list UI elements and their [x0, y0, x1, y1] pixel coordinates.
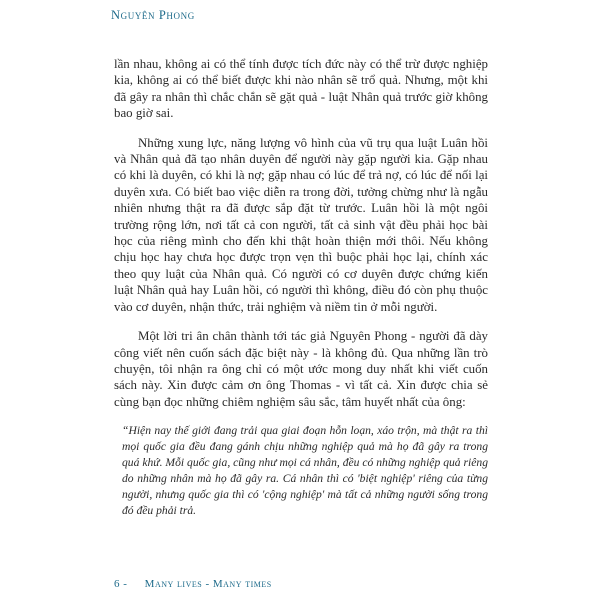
page-body — [114, 56, 488, 519]
block-quote: “Hiện nay thế giới đang trải qua giai đoạn hỗn loạn, xáo trộn, mà thật ra thì mọi quốc gia đều đang gánh chịu những nghiệp quả mà họ đã gây ra trong quá khứ. Mỗi quốc gia, cũng như mọi cá nhân, đều có những nghiệp quả riêng do những nhân mà họ đã gây ra. Cá nhân thì có 'biệt nghiệp' riêng của từng người, nhưng quốc gia thì có 'cộng nghiệp' mà tất cả những người sống trong đó đều phải trả. — [122, 424, 488, 518]
running-header-author: Nguyên Phong — [111, 8, 195, 22]
footer-separator: - — [123, 578, 128, 590]
running-footer-book-title: Many lives - Many times — [144, 578, 272, 590]
paragraph-gratitude: Một lời tri ân chân thành tới tác giả Nguyên Phong - người đã dày công viết nên cuốn sách đặc biệt này - là không đủ. Qua những lần trò chuyện, tôi nhận ra ông chỉ có một ước mong duy nhất khi viết cuốn sách này. Xin được cảm ơn ông Thomas - vì tất cả. Xin được chia sẻ cùng bạn đọc những chiêm nghiệm sâu sắc, tâm huyết nhất của ông: — [114, 329, 488, 409]
page-number: 6 — [114, 578, 120, 590]
page-footer — [114, 578, 272, 590]
paragraph-continuation: lần nhau, không ai có thể tính được tích đức này có thể trừ được nghiệp kia, không ai có thể biết được khi nào nhân sẽ trổ quả. Nhưng, một khi đã gây ra nhân thì chắc chắn sẽ gặt quả - luật Nhân quả trước giờ không bao giờ sai. — [114, 57, 488, 121]
paragraph-karma: Những xung lực, năng lượng vô hình của vũ trụ qua luật Luân hồi và Nhân quả đã tạo nhân duyên để người này gặp người kia. Gặp nhau có khi là duyên, có khi là nợ; gặp nhau có lúc để trả nợ, có lúc để nối lại duyên xưa. Có biết bao việc diễn ra trong đời, tưởng chừng như là ngẫu nhiên nhưng thật ra đã được sắp đặt từ trước. Luân hồi là một ngôi trường rộng lớn, nơi tất cả con người, tất cả sinh vật đều phải học bài học của riêng mình cho đến khi thật hoàn thiện mới thôi. Nếu không chịu học hay chưa học được trọn vẹn thì buộc phải học lại, chính xác theo quy luật của Nhân quả. Có người có cơ duyên được chứng kiến luật Nhân quả hay Luân hồi, có người thì không, điều đó còn phụ thuộc vào cơ duyên, nhận thức, trải nghiệm và niềm tin ở mỗi người. — [114, 135, 488, 314]
